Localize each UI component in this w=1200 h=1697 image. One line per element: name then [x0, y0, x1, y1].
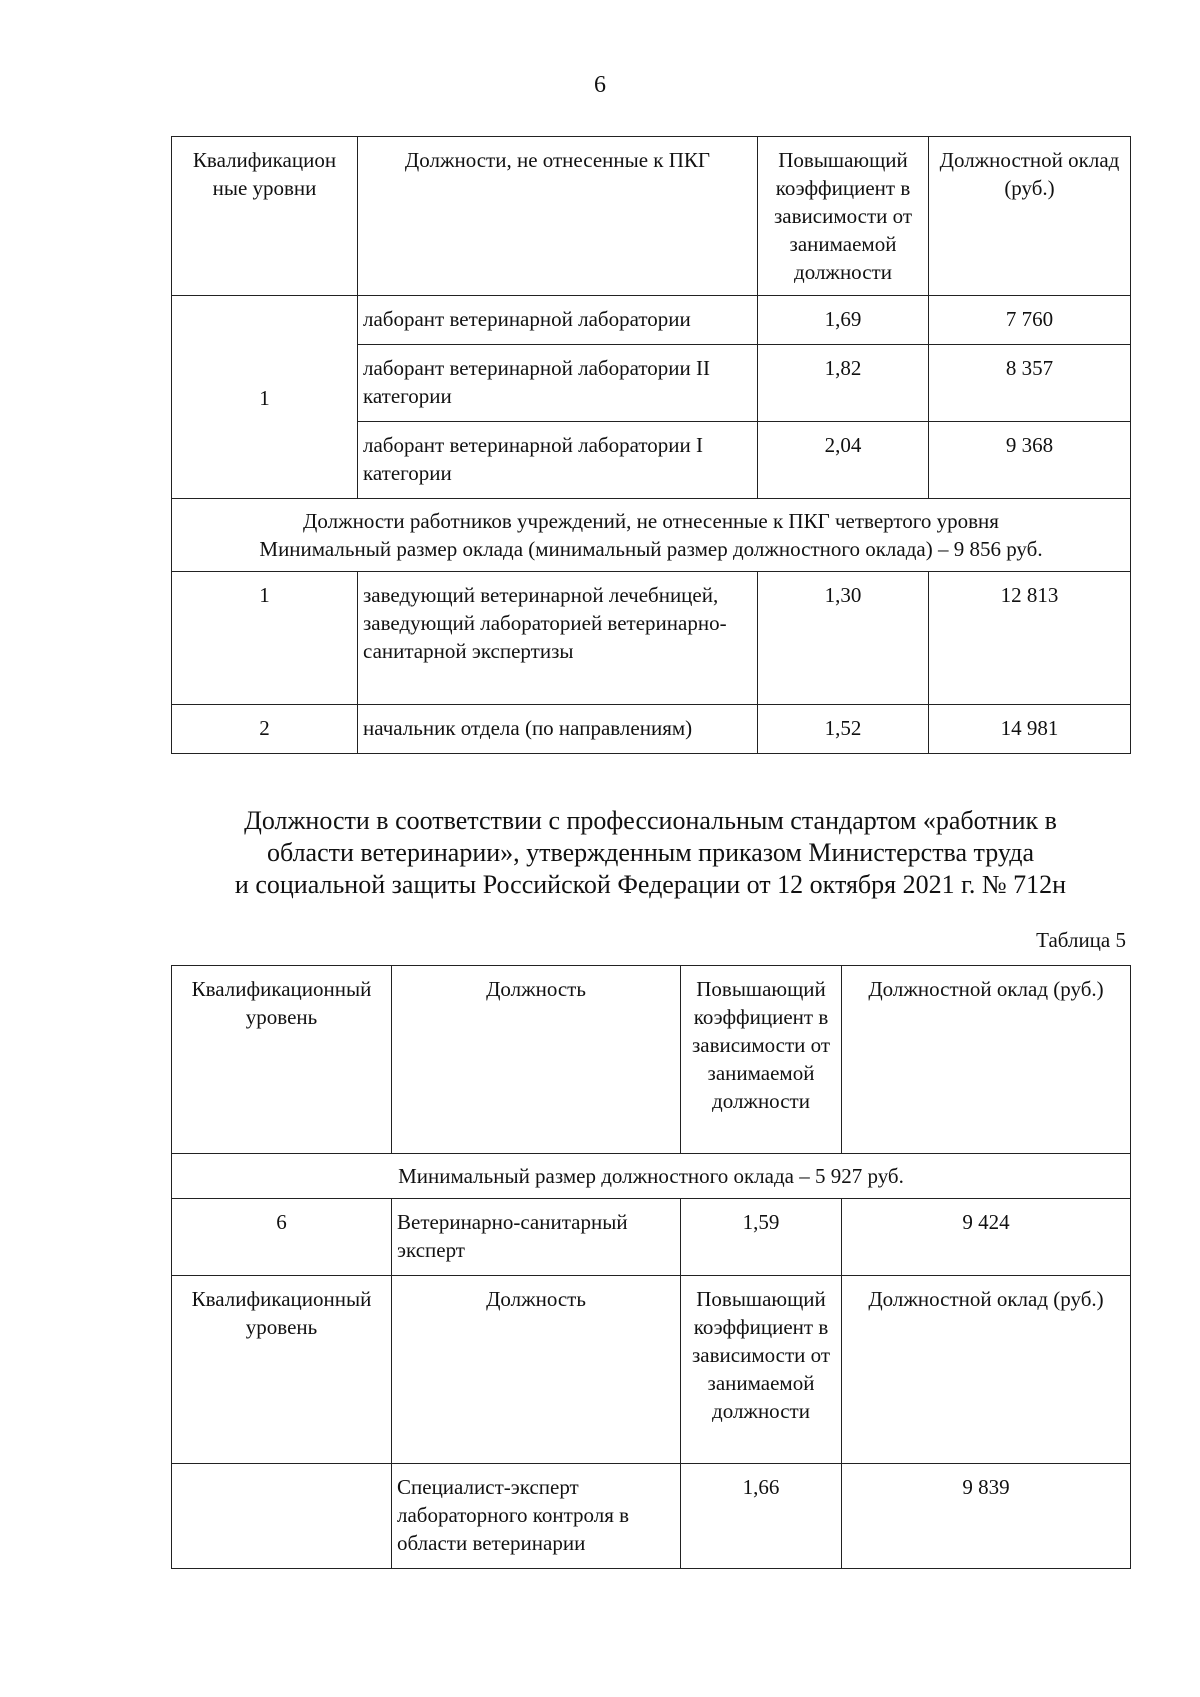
coefficient: 2,04	[758, 422, 929, 499]
table-caption: Таблица 5	[1036, 928, 1126, 952]
salary: 9 368	[929, 422, 1131, 499]
qualification-level: 1	[172, 572, 358, 705]
group-min-salary: Минимальный размер оклада (минимальный размер должностного оклада) – 9 856 руб.	[259, 537, 1043, 561]
coefficient: 1,69	[758, 296, 929, 345]
heading-line: и социальной защиты Российской Федерации от 12 октября 2021 г. № 712н	[234, 870, 1067, 899]
group-title: Должности работников учреждений, не отнесенные к ПКГ четвертого уровня	[303, 509, 999, 533]
positions-table-5	[171, 965, 1131, 1569]
header-salary: Должностной оклад (руб.)	[842, 1276, 1131, 1464]
page-number: 6	[594, 72, 606, 98]
qualification-level: 1	[172, 296, 358, 499]
position-name: лаборант ветеринарной лаборатории	[358, 296, 758, 345]
header-coefficient: Повышающий коэффициент в зависимости от занимаемой должности	[681, 1276, 842, 1464]
salary: 7 760	[929, 296, 1131, 345]
coefficient: 1,52	[758, 705, 929, 754]
qualification-level: 2	[172, 705, 358, 754]
heading-line: области ветеринарии», утвержденным приказом Министерства труда	[266, 838, 1034, 867]
salary: 9 839	[842, 1464, 1131, 1569]
salary: 9 424	[842, 1199, 1131, 1276]
coefficient: 1,30	[758, 572, 929, 705]
coefficient: 1,66	[681, 1464, 842, 1569]
header-salary: Должностной оклад (руб.)	[929, 137, 1131, 296]
positions-table-4	[171, 136, 1131, 754]
header-salary: Должностной оклад (руб.)	[842, 966, 1131, 1154]
position-name: Специалист-эксперт лабораторного контроля в области ветеринарии	[392, 1464, 681, 1569]
header-position: Должность	[392, 966, 681, 1154]
header-coefficient: Повышающий коэффициент в зависимости от занимаемой должности	[681, 966, 842, 1154]
coefficient: 1,82	[758, 345, 929, 422]
salary: 8 357	[929, 345, 1131, 422]
header-coefficient: Повышающий коэффициент в зависимости от занимаемой должности	[758, 137, 929, 296]
min-salary-row	[172, 1154, 1131, 1199]
header-position: Должность	[392, 1276, 681, 1464]
position-name: Ветеринарно-санитарный эксперт	[392, 1199, 681, 1276]
header-qualification-level: Квалификационный уровень	[172, 1276, 392, 1464]
position-name: лаборант ветеринарной лаборатории I категории	[358, 422, 758, 499]
table-row	[172, 572, 1131, 705]
salary: 14 981	[929, 705, 1131, 754]
header-qualification-level: Квалификацион ные уровни	[172, 137, 358, 296]
table-row	[172, 1199, 1131, 1276]
table-row	[172, 296, 1131, 345]
table-header-row	[172, 1276, 1131, 1464]
table-header-row	[172, 966, 1131, 1154]
table-row	[172, 705, 1131, 754]
position-name: начальник отдела (по направлениям)	[358, 705, 758, 754]
qualification-level: 6	[172, 1199, 392, 1276]
group-heading-row	[172, 499, 1131, 572]
position-name: лаборант ветеринарной лаборатории II категории	[358, 345, 758, 422]
coefficient: 1,59	[681, 1199, 842, 1276]
heading-line: Должности в соответствии с профессиональным стандартом «работник в	[244, 806, 1057, 835]
qualification-level	[172, 1464, 392, 1569]
group-heading-cell	[172, 499, 1131, 572]
min-salary-cell: Минимальный размер должностного оклада – 5 927 руб.	[172, 1154, 1131, 1199]
header-qualification-level: Квалификационный уровень	[172, 966, 392, 1154]
position-name: заведующий ветеринарной лечебницей, заведующий лабораторией ветеринарно-санитарной экспертизы	[358, 572, 758, 705]
salary: 12 813	[929, 572, 1131, 705]
section-heading	[171, 805, 1130, 901]
table-row	[172, 1464, 1131, 1569]
table-header-row	[172, 137, 1131, 296]
header-positions: Должности, не отнесенные к ПКГ	[358, 137, 758, 296]
